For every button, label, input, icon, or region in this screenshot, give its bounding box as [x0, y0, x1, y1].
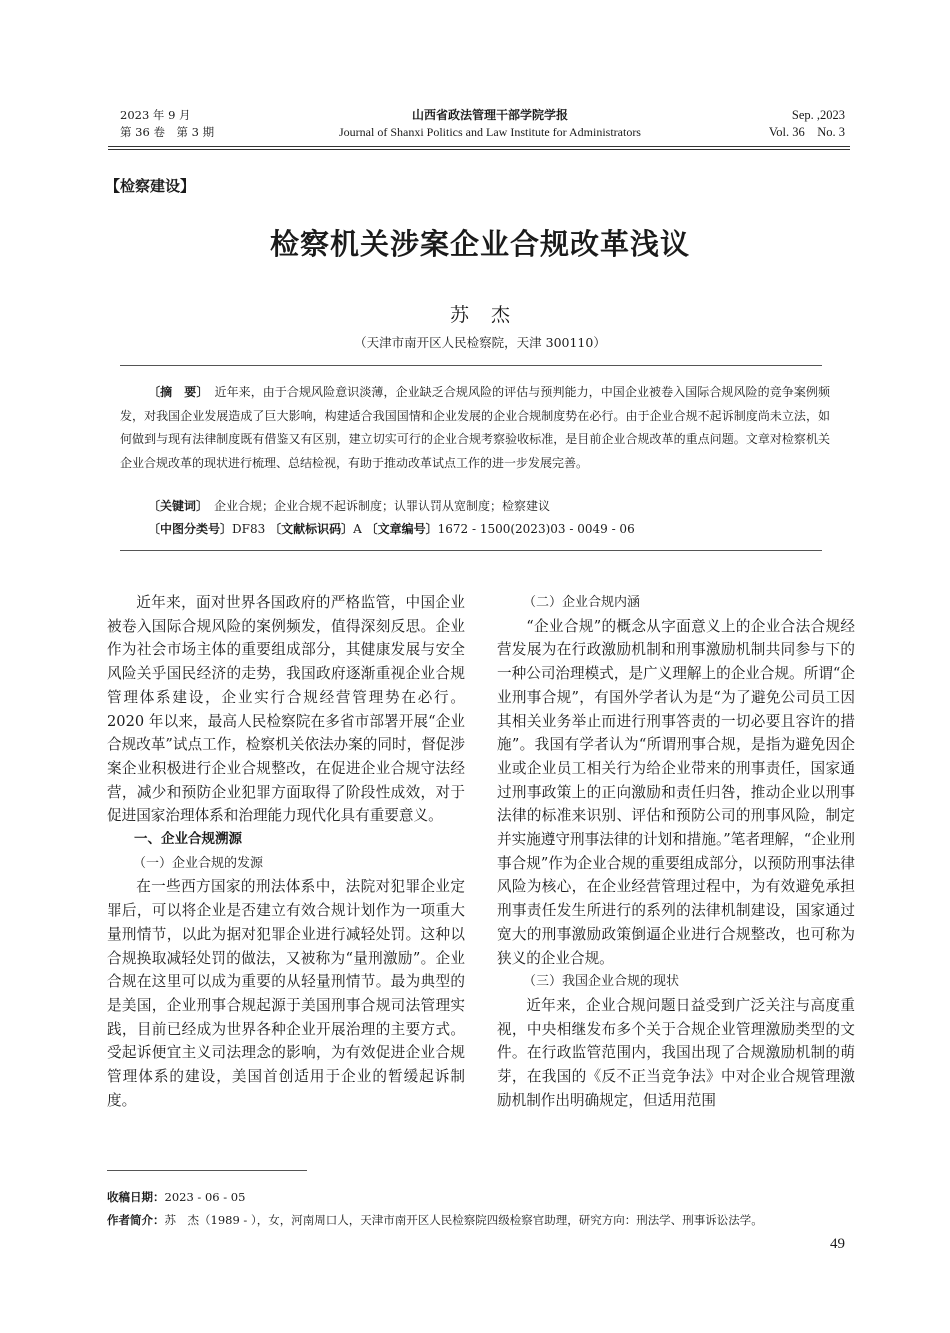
body-paragraph: “企业合规”的概念从字面意义上的企业合法合规经营发展为在行政激励机制和刑事激励机制共同参与下的一种公司治理模式，是广义理解上的企业合规。所谓“企业刑事合规”，有国外学者认为是“为了避免公司员工因其相关业务举止而进行刑事答责的一切必要且容许的措施”。我国有学者认为“所谓刑事合规，是指为避免因企业或企业员工相关行为给企业带来的刑事责任，国家通过刑事政策上的正向激励和责任归咎，推动企业以刑事法律的标准来识别、评估和预防公司的刑事风险，制定并实施遵守刑事法律的计划和措施。”笔者理解，“企业刑事合规”作为企业合规的重要组成部分，以预防刑事法律风险为核心，在企业经营管理过程中，为有效避免承担刑事责任发生所进行的系列的法律机制建设，国家通过宽大的刑事激励政策倒逼企业进行合规整改，也可称为狭义的企业合规。 — [497, 617, 855, 967]
abstract-top-rule — [120, 365, 822, 366]
author-affiliation: （天津市南开区人民检察院，天津 300110） — [354, 335, 606, 350]
header-rule-secondary — [108, 149, 850, 150]
received-label: 收稿日期： — [107, 1190, 165, 1204]
keywords-label: 〔关键词〕 — [148, 499, 203, 513]
clc-label: 〔中图分类号〕 — [148, 522, 233, 536]
classification-line — [148, 518, 828, 541]
body-right-column — [497, 591, 855, 1112]
section-heading-1: 一、企业合规溯源 — [134, 831, 242, 848]
abstract-label: 〔摘 要〕 — [148, 385, 203, 399]
keywords — [148, 495, 828, 518]
bio-value: 苏 杰（1989 - ），女，河南周口人，天津市南开区人民检察院四级检察官助理，研究方向：刑法学、刑事诉讼法学。 — [164, 1213, 763, 1227]
author-bio — [107, 1211, 867, 1229]
footnote-rule — [107, 1170, 307, 1171]
clc-value: DF83 — [232, 522, 266, 536]
abstract — [120, 381, 830, 475]
doc-code-label: 〔文献标识码〕 — [269, 522, 354, 536]
subsection-heading-1: （一）企业合规的发源 — [133, 855, 264, 871]
section-tag: 【检察建设】 — [105, 177, 196, 195]
header-right — [769, 107, 845, 141]
abstract-bottom-rule — [120, 550, 822, 551]
intro-paragraph: 近年来，面对世界各国政府的严格监管，中国企业被卷入国际合规风险的案例频发，值得深刻反思。企业作为社会市场主体的重要组成部分，其健康发展与安全风险关乎国民经济的走势，我国政府逐渐重视企业合规管理体系建设，企业实行合规经营管理势在必行。2020 年以来，最高人民检察院在多省市部署开展“企业合规改革”试点工作，检察机关依法办案的同时，督促涉案企业积极进行企业合规整改，在促进企业合规守法经营，减少和预防企业犯罪方面取得了阶段性成效，对于促进国家治理体系和治理能力现代化具有重要意义。 — [107, 594, 465, 825]
article-no-label: 〔文章编号〕 — [365, 522, 438, 536]
subsection-heading-2: （二）企业合规内涵 — [523, 595, 641, 610]
body-left-column — [107, 591, 465, 1112]
subsection-heading-3: （三）我国企业合规的现状 — [523, 974, 680, 990]
volume-issue-en: Vol. 36 No. 3 — [768, 125, 845, 139]
issue-date: 2023 年 9 月 — [120, 108, 191, 122]
volume-issue: 第 36 卷 第 3 期 — [120, 125, 215, 139]
bio-label: 作者简介： — [107, 1213, 165, 1227]
article-title: 检察机关涉案企业合规改革浅议 — [269, 227, 690, 261]
header-left — [120, 107, 214, 141]
issue-date-en: Sep. ,2023 — [791, 108, 845, 122]
header-rule — [108, 146, 850, 147]
journal-title-en: Journal of Shanxi Politics and Law Institute for Administrators — [339, 125, 641, 139]
received-date — [107, 1188, 867, 1206]
author-name: 苏杰 — [449, 304, 532, 326]
body-paragraph: 在一些西方国家的刑法体系中，法院对犯罪企业定罪后，可以将企业是否建立有效合规计划作为一项重大量刑情节，以此为据对犯罪企业进行减轻处罚。这种以合规换取减轻处罚的做法，又被称为“量刑激励”。企业合规在这里可以成为重要的从轻量刑情节。最为典型的是美国，企业刑事合规起源于美国刑事合规司法管理实践，目前已经成为世界各种企业开展治理的主要方式。受起诉便宜主义司法理念的影响，为有效促进企业合规管理体系的建设，美国首创适用于企业的暂缓起诉制度。 — [107, 878, 465, 1109]
keywords-text: 企业合规；企业合规不起诉制度；认罪认罚从宽制度；检察建议 — [214, 499, 551, 513]
received-value: 2023 - 06 - 05 — [164, 1190, 246, 1204]
page-number: 49 — [830, 1236, 845, 1252]
doc-code-value: A — [353, 522, 362, 536]
journal-title-cn: 山西省政法管理干部学院学报 — [411, 108, 568, 122]
header-center — [300, 107, 680, 141]
abstract-text: 近年来，由于合规风险意识淡薄，企业缺乏合规风险的评估与预判能力，中国企业被卷入国际合规风险的竞争案例频发，对我国企业发展造成了巨大影响，构建适合我国国情和企业发展的企业合规制度势在必行。由于企业合规不起诉制度尚未立法，如何做到与现有法律制度既有借鉴又有区别，建立切实可行的企业合规考察验收标准，是目前企业合规改革的重点问题。文章对检察机关企业合规改革的现状进行梳理、总结检视，有助于推动改革试点工作的进一步发展完善。 — [120, 385, 830, 470]
body-paragraph: 近年来，企业合规问题日益受到广泛关注与高度重视，中央相继发布多个关于合规企业管理激励类型的文件。在行政监管范围内，我国出现了合规激励机制的萌芽，在我国的《反不正当竞争法》中对企业合规管理激励机制作出明确规定，但适用范围 — [497, 996, 855, 1109]
article-no-value: 1672 - 1500(2023)03 - 0049 - 06 — [437, 522, 635, 536]
